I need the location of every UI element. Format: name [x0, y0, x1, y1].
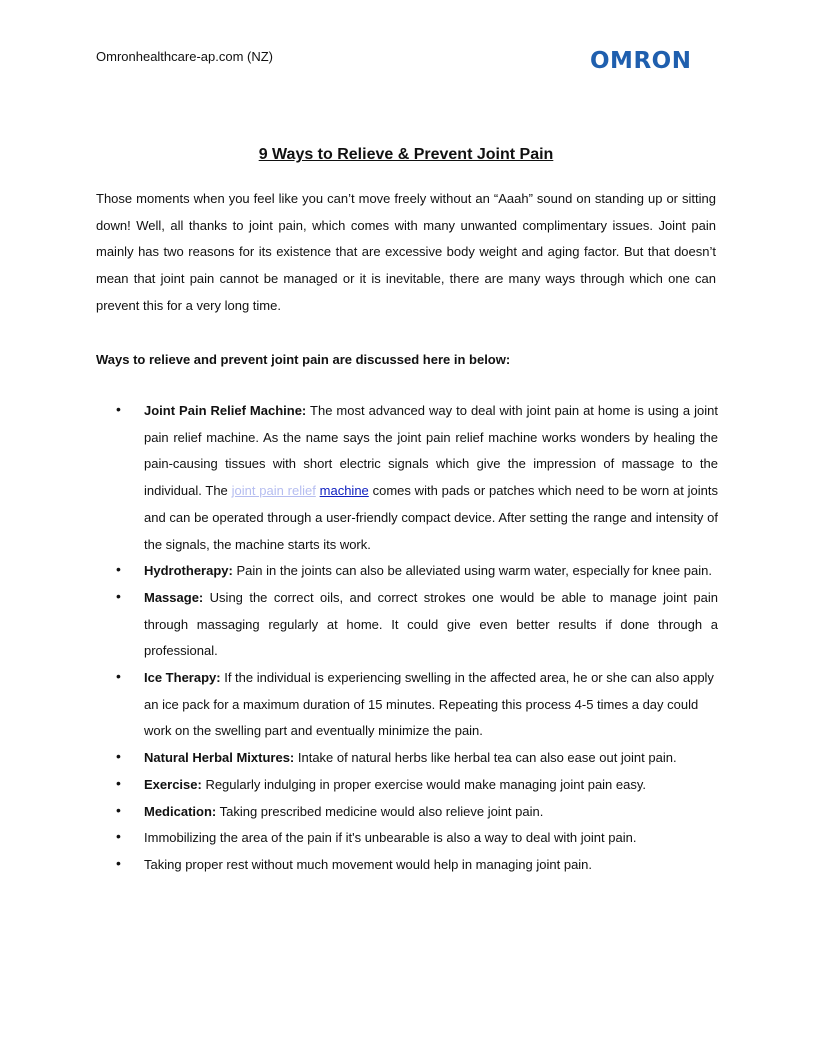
bullet-icon: • — [116, 561, 121, 578]
omron-logo — [590, 48, 708, 74]
item-text: Taking prescribed medicine would also relieve joint pain. — [216, 803, 544, 819]
bullet-icon: • — [116, 748, 121, 765]
bullet-icon: • — [116, 587, 121, 604]
item-label: Hydrotherapy: — [144, 563, 233, 579]
item-label: Ice Therapy: — [144, 670, 221, 686]
item-text: Immobilizing the area of the pain if it's unbearable is also a way to deal with joint pain. — [144, 830, 637, 846]
item-label: Natural Herbal Mixtures: — [144, 750, 295, 766]
list-item — [96, 745, 718, 772]
list-item — [96, 772, 718, 799]
item-text: Regularly indulging in proper exercise would make managing joint pain easy. — [201, 776, 647, 792]
intro-paragraph: Those moments when you feel like you can’t move freely without an “Aaah” sound on standing up or sitting down! Well, all thanks to joint pain, which comes with many unwanted complimentary issues. Joint pain mainly has two reasons for its existence that are excessive body weight and aging factor. But that doesn’t mean that joint pain cannot be managed or it is inevitable, there are many ways through which one can prevent this for a very long time. — [96, 191, 716, 313]
bullet-icon: • — [116, 668, 121, 685]
list-item — [96, 558, 718, 585]
section-subheading: Ways to relieve and prevent joint pain are discussed here in below: — [96, 352, 511, 367]
bullet-list — [96, 398, 718, 879]
item-text: Pain in the joints can also be alleviated using warm water, especially for knee pain. — [232, 563, 712, 579]
item-label: Medication: — [144, 803, 217, 819]
machine-link[interactable]: machine — [319, 483, 369, 499]
list-item — [96, 665, 718, 745]
item-label: Joint Pain Relief Machine: — [144, 403, 307, 418]
bullet-icon: • — [116, 774, 121, 791]
list-item — [96, 585, 718, 665]
item-text: If the individual is experiencing swelling in the affected area, he or she can also apply an ice pack for a maximum duration of 15 minutes. Repeating this process 4-5 times a day could work on the swelling part and eventually minimize the pain. — [144, 670, 714, 739]
bullet-icon: • — [116, 828, 121, 845]
item-text: Intake of natural herbs like herbal tea can also ease out joint pain. — [294, 750, 677, 766]
list-item — [96, 398, 718, 558]
bullet-icon: • — [116, 401, 121, 417]
bullet-icon: • — [116, 801, 121, 818]
item-label: Exercise: — [144, 776, 202, 792]
item-label: Massage: — [144, 589, 204, 605]
item-text: Taking proper rest without much movement would help in managing joint pain. — [144, 856, 593, 872]
item-text: The most advanced way to deal with joint pain at home is using a joint pain relief machine. As the name says the joint pain relief machine works wonders by healing the pain-causing tissues with short electric signals which give the impression of massage to the individual. The — [144, 403, 718, 499]
page-title: 9 Ways to Relieve & Prevent Joint Pain — [258, 146, 554, 163]
list-item — [96, 852, 718, 879]
list-item — [96, 825, 718, 852]
list-item — [96, 799, 718, 826]
logo-text: OMRON — [590, 48, 692, 74]
joint-pain-relief-link[interactable]: joint pain relief — [231, 483, 316, 499]
bullet-icon: • — [116, 854, 121, 871]
item-text: comes with pads or patches which need to be worn at joints and can be operated through a user-friendly compact device. After setting the range and intensity of the signals, the machine starts its work. — [144, 483, 718, 552]
header-site-name: Omronhealthcare-ap.com (NZ) — [96, 49, 273, 64]
item-text: Using the correct oils, and correct strokes one would be able to manage joint pain through massaging regularly at home. It could give even better results if done through a professional. — [144, 589, 718, 659]
